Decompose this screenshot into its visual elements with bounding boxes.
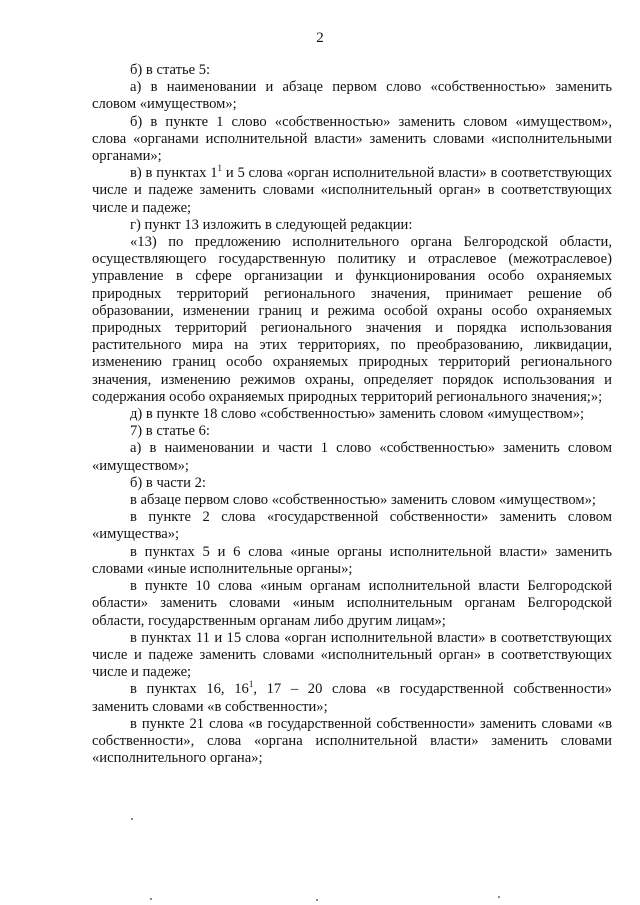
paragraph: а) в наименовании и абзаце первом слово «собственностью» заменить словом «имуществом»;	[92, 79, 612, 113]
paragraph: д) в пункте 18 слово «собственностью» заменить словом «имуществом»;	[130, 406, 585, 423]
paragraph: а) в наименовании и части 1 слово «собственностью» заменить словом «имуществом»;	[92, 440, 612, 474]
paragraph: в пунктах 16, $16^1$, 17 – 20 слова «в государственной собственности» заменить словами «в собственности»;	[92, 679, 612, 715]
document-body	[92, 62, 612, 767]
paragraph: в пунктах 5 и 6 слова «иные органы исполнительной власти» заменить словами «иные исполнительные органы»;	[92, 543, 612, 577]
paragraph: в абзаце первом слово «собственностью» заменить словом «имуществом»;	[130, 492, 596, 509]
paragraph: в пунктах 11 и 15 слова «орган исполнительной власти» в соответствующих числе и падеже заменить словами «исполнительный орган» в соответствующих числе и падеже;	[92, 629, 612, 681]
scan-speck	[131, 818, 133, 820]
paragraph: г) пункт 13 изложить в следующей редакции:	[130, 216, 413, 233]
paragraph: «13) по предложению исполнительного органа Белгородской области, осуществляющего государственную политику и отраслевое (межотраслевое) управление в сфере организации и функционирования особо охраняемых природных территорий регионального значения, принимает решение об образовании, изменении границ и режима особой охраны особо охраняемых природных территорий регионального значения и порядка использования растительного мира на этих территориях, по преобразованию, ликвидации, изменению границ особо охраняемых природных территорий регионального значения, изменению режимов охраны, определяет порядок использования и содержания особо охраняемых природных территорий регионального значения;»;	[92, 234, 612, 405]
paragraph: в) в пунктах $1^1$ и 5 слова «орган исполнительной власти» в соответствующих числе и падеже заменить словами «исполнительный орган» в соответствующих числе и падеже;	[92, 163, 613, 216]
paragraph: в пункте 2 слова «государственной собственности» заменить словом «имущества»;	[92, 509, 612, 543]
paragraph: б) в пункте 1 слово «собственностью» заменить словом «имуществом», слова «органами исполнительной власти» заменить словами «исполнительными органами»;	[92, 113, 612, 165]
superscript: 1	[217, 163, 223, 174]
paragraph: в пункте 10 слова «иным органам исполнительной власти Белгородской области» заменить словами «иным исполнительным органам Белгородской области, государственным органам либо другим лицам»;	[92, 578, 612, 629]
scan-speck	[150, 898, 152, 900]
scan-speck	[498, 896, 500, 898]
paragraph: в пункте 21 слова «в государственной собственности» заменить словами «в собственности», слова «органа исполнительной власти» заменить словами «исполнительного органа»;	[92, 715, 612, 767]
paragraph: б) в части 2:	[130, 474, 206, 491]
paragraph: 7) в статье 6:	[130, 423, 210, 440]
superscript: 1	[248, 679, 254, 690]
page-number: 2	[316, 30, 324, 46]
scan-speck	[316, 899, 318, 901]
paragraph: б) в статье 5:	[130, 62, 211, 78]
